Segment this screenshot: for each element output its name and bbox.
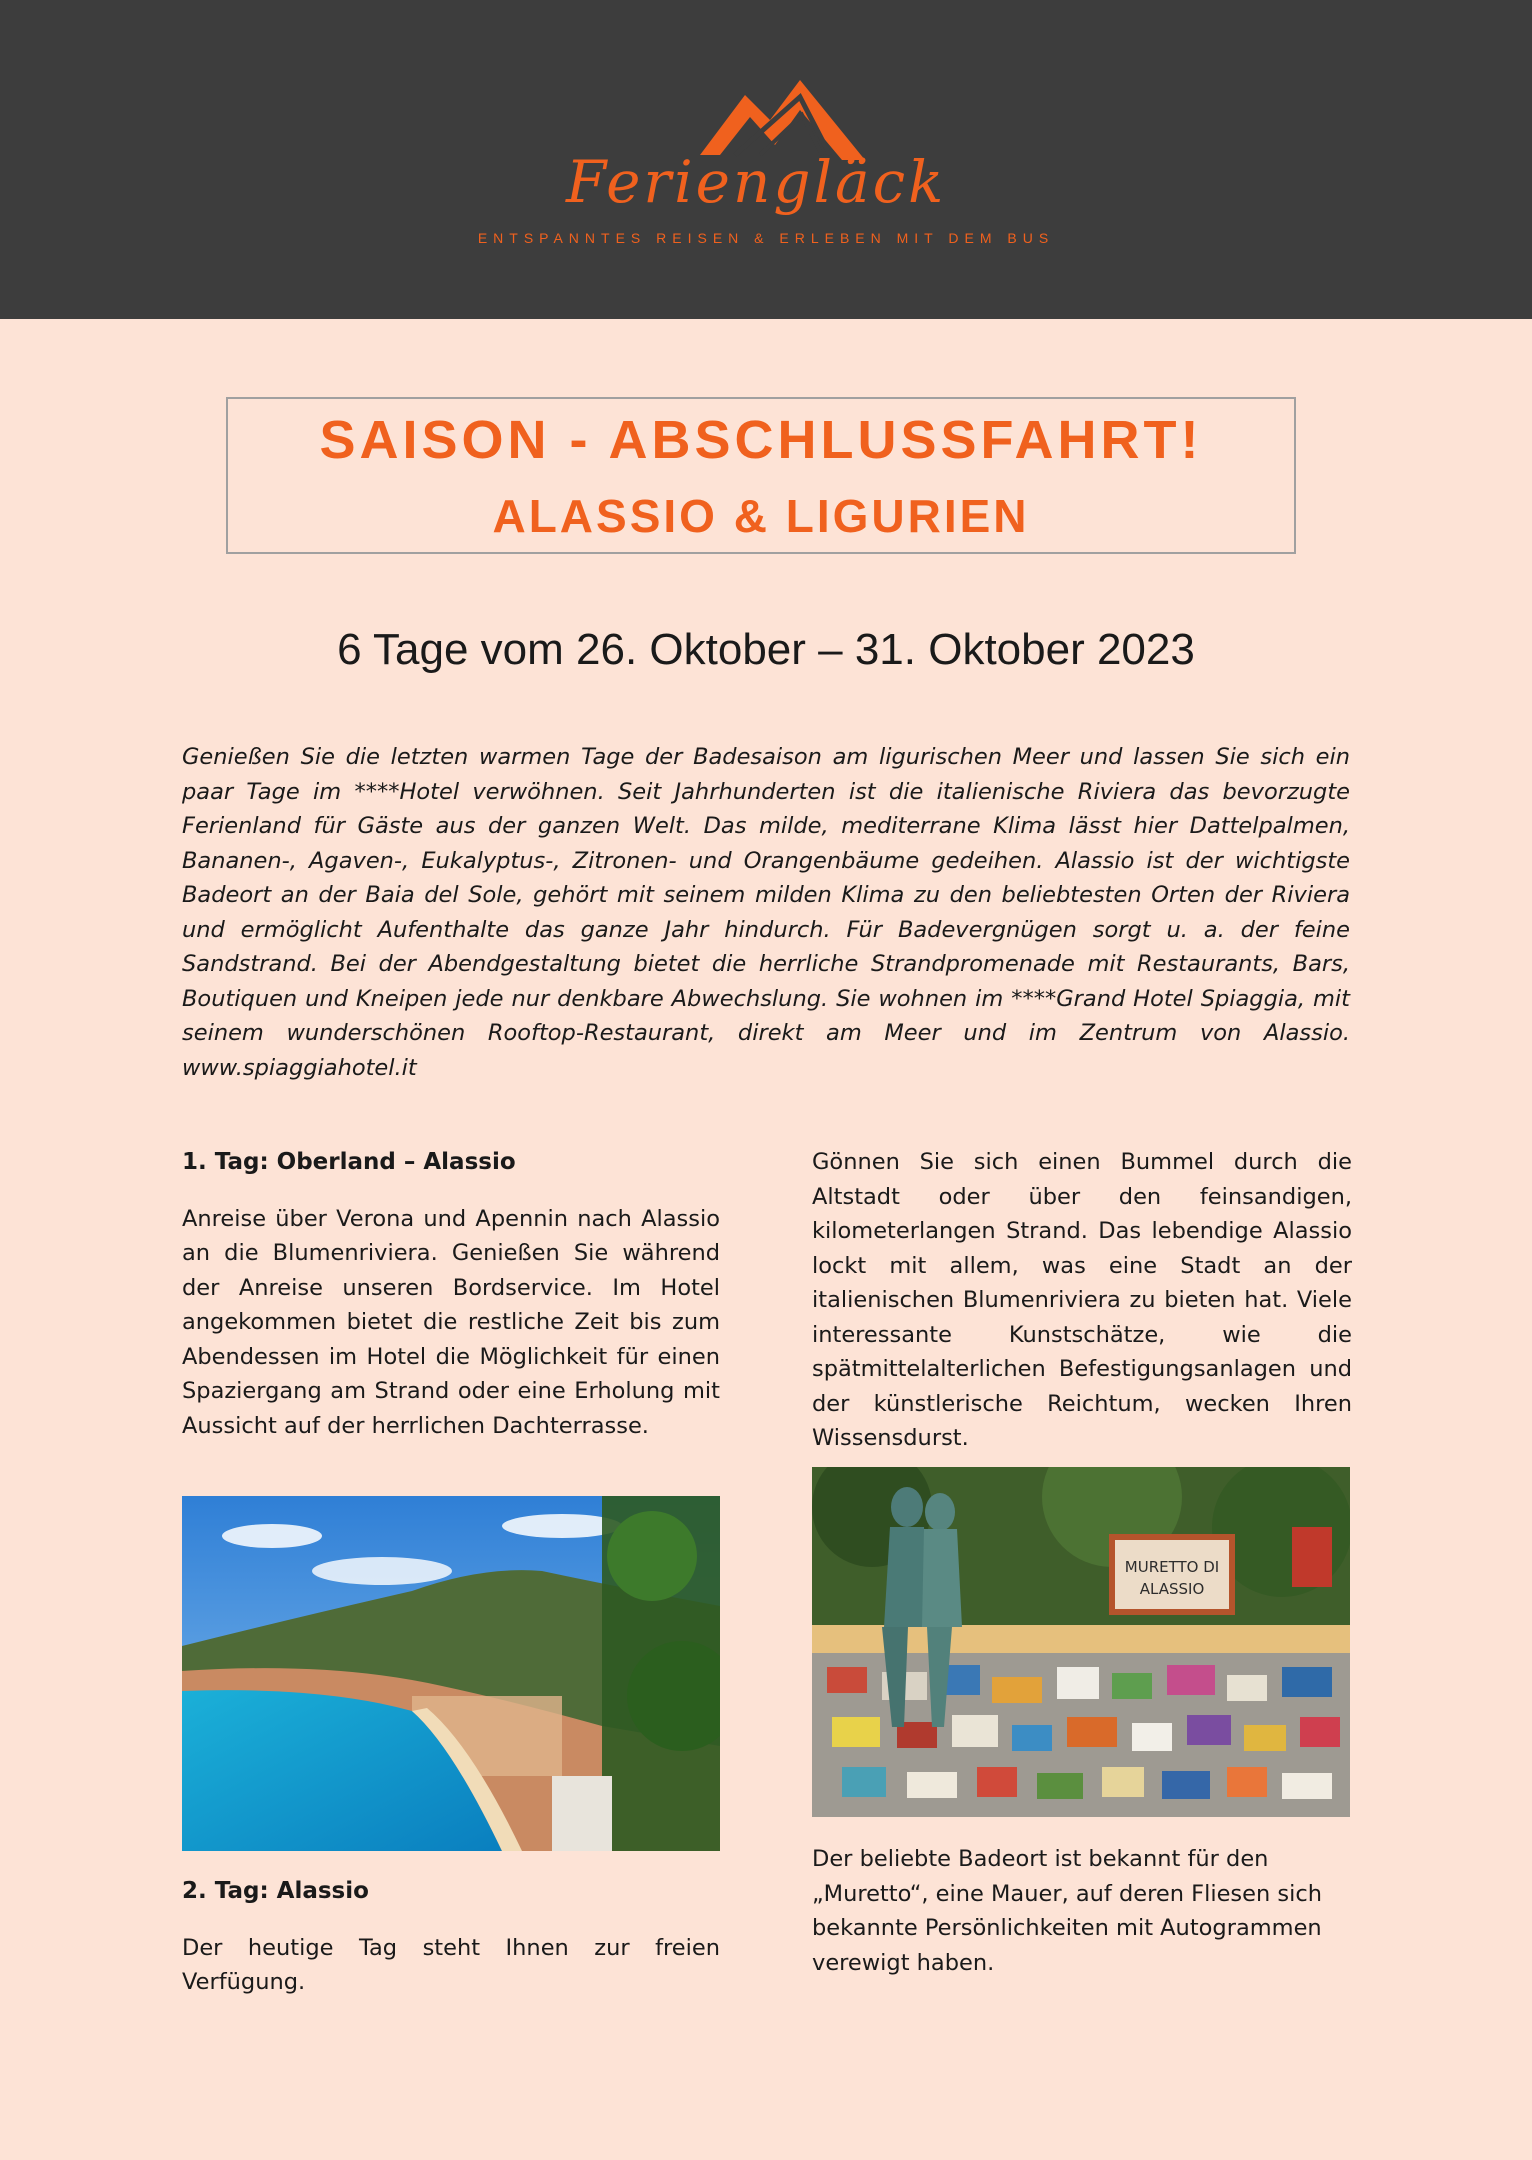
day2-text: Der heutige Tag steht Ihnen zur freien Verfügung. <box>182 1934 720 1995</box>
tagline: ENTSPANNTES REISEN & ERLEBEN MIT DEM BUS <box>477 230 1055 246</box>
brand-logo: Feriengläck <box>566 148 947 216</box>
day2-heading: 2. Tag: Alassio <box>182 1878 369 1904</box>
travel-dates: 6 Tage vom 26. Oktober – 31. Oktober 2023 <box>337 625 1195 674</box>
muretto-photo <box>812 1467 1350 1817</box>
right-column-text: Gönnen Sie sich einen Bummel durch die Altstadt oder über den feinsandigen, kilometerlangen Strand. Das lebendige Alassio lockt mit allem, was eine Stadt an der italienischen Blumenriviera zu bieten hat. Viele interessante Kunstschätze, wie die spätmittelalterlichen Befestigungsanlagen und der künstlerische Reichtum, wecken Ihren Wissensdurst. <box>812 1149 1352 1451</box>
alassio-bay-photo <box>182 1496 720 1851</box>
sign-line1: MURETTO DI <box>1124 1558 1220 1576</box>
day1-text: Anreise über Verona und Apennin nach Alassio an die Blumenriviera. Genießen Sie während der Anreise unseren Bordservice. Im Hotel angekommen bietet die restliche Zeit bis zum Abendessen im Hotel die Möglichkeit für einen Spaziergang am Strand oder eine Erholung mit Aussicht auf der herrlichen Dachterrasse. <box>182 1205 720 1439</box>
right-column <box>812 1145 1352 1456</box>
day1-heading: 1. Tag: Oberland – Alassio <box>182 1149 516 1175</box>
page-subtitle: ALASSIO & LIGURIEN <box>492 490 1030 542</box>
sign-line2: ALASSIO <box>1139 1580 1205 1598</box>
title-box <box>226 397 1296 554</box>
day2-section <box>182 1874 720 2000</box>
page-title: SAISON - ABSCHLUSSFAHRT! <box>319 410 1203 470</box>
header-banner <box>0 0 1532 319</box>
day1-section <box>182 1145 720 1443</box>
photo-caption: Der beliebte Badeort ist bekannt für den „Muretto“, eine Mauer, auf deren Fliesen sich bekannte Persönlichkeiten mit Autogrammen verewigt haben. <box>812 1846 1322 1976</box>
intro-paragraph: Genießen Sie die letzten warmen Tage der Badesaison am ligurischen Meer und lassen Sie sich ein paar Tage im ****Hotel verwöhnen. Seit Jahrhunderten ist die italienische Riviera das bevorzugte Ferienland für Gäste aus der ganzen Welt. Das milde, mediterrane Klima lässt hier Dattelpalmen, Bananen-, Agaven-, Eukalyptus-, Zitronen- und Orangenbäume gedeihen. Alassio ist der wichtigste Badeort an der Baia del Sole, gehört mit seinem milden Klima zu den beliebtesten Orten der Riviera und ermöglicht Aufenthalte das ganze Jahr hindurch. Für Badevergnügen sorgt u. a. der feine Sandstrand. Bei der Abendgestaltung bietet die herrliche Strandpromenade mit Restaurants, Bars, Boutiquen und Kneipen jede nur denkbare Abwechslung. Sie wohnen im ****Grand Hotel Spiaggia, mit seinem wunderschönen Rooftop-Restaurant, direkt am Meer und im Zentrum von Alassio. www.spiaggiahotel.it <box>182 744 1350 1081</box>
